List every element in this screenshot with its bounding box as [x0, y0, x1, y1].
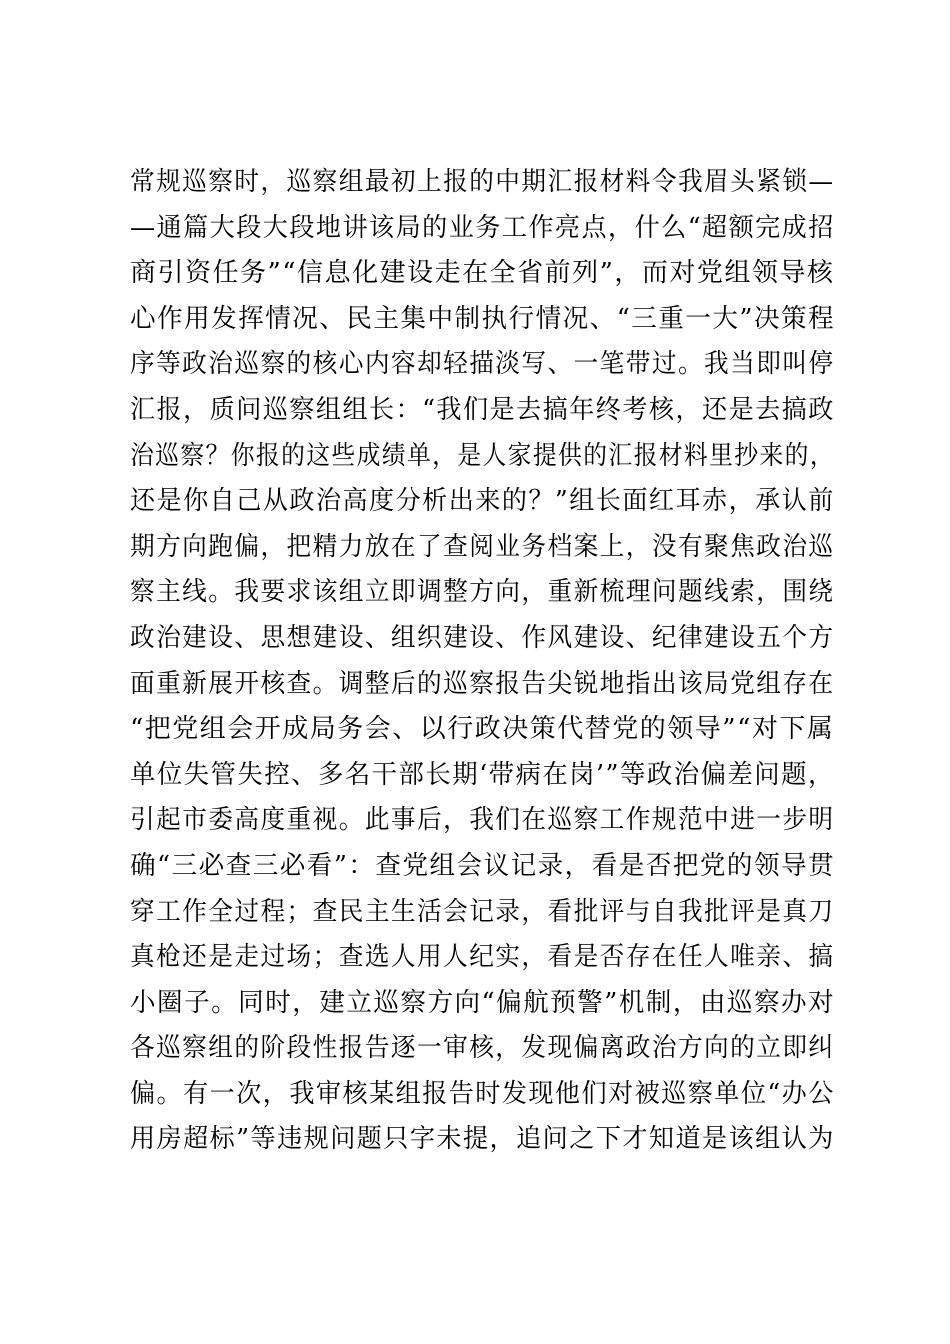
text-line: 治巡察？你报的这些成绩单，是人家提供的汇报材料里抄来的， — [130, 440, 836, 471]
text-line: 常规巡察时，巡察组最初上报的中期汇报材料令我眉头紧锁— — [130, 167, 835, 197]
text-line: 政治建设、思想建设、组织建设、作风建设、纪律建设五个方 — [130, 622, 835, 653]
text-line: —通篇大段大段地讲该局的业务工作亮点，什么“超额完成招 — [130, 212, 835, 243]
text-line: 确“三必查三必看”：查党组会议记录，看是否把党的领导贯 — [130, 850, 836, 881]
text-line: 用房超标”等违规问题只字未提，追问之下才知道是该组认为 — [130, 1124, 835, 1155]
text-line: 小圈子。同时，建立巡察方向“偏航预警”机制，由巡察办对 — [130, 987, 836, 1018]
text-line: 还是你自己从政治高度分析出来的？”组长面红耳赤，承认前 — [130, 486, 835, 517]
text-line: 心作用发挥情况、民主集中制执行情况、“三重一大”决策程 — [130, 303, 836, 334]
body-paragraph — [130, 160, 835, 1163]
text-line: 单位失管失控、多名干部长期‘带病在岗’”等政治偏差问题， — [130, 759, 835, 790]
text-line: 期方向跑偏，把精力放在了查阅业务档案上，没有聚焦政治巡 — [130, 531, 835, 562]
text-line: 引起市委高度重视。此事后，我们在巡察工作规范中进一步明 — [130, 805, 835, 836]
text-line: 面重新展开核查。调整后的巡察报告尖锐地指出该局党组存在 — [130, 668, 835, 699]
text-line: 穿工作全过程；查民主生活会记录，看批评与自我批评是真刀 — [130, 896, 835, 927]
text-line: 序等政治巡察的核心内容却轻描淡写、一笔带过。我当即叫停 — [130, 349, 835, 380]
text-line: 偏。有一次，我审核某组报告时发现他们对被巡察单位“办公 — [130, 1078, 835, 1109]
text-line: “把党组会开成局务会、以行政决策代替党的领导”“对下属 — [130, 714, 835, 745]
text-line: 察主线。我要求该组立即调整方向，重新梳理问题线索，围绕 — [130, 577, 835, 608]
text-line: 真枪还是走过场；查选人用人纪实，看是否存在任人唯亲、搞 — [130, 942, 835, 973]
text-line: 商引资任务”“信息化建设走在全省前列”，而对党组领导核 — [130, 258, 835, 289]
text-line: 汇报，质问巡察组组长：“我们是去搞年终考核，还是去搞政 — [130, 394, 835, 425]
text-line: 各巡察组的阶段性报告逐一审核，发现偏离政治方向的立即纠 — [130, 1033, 835, 1064]
